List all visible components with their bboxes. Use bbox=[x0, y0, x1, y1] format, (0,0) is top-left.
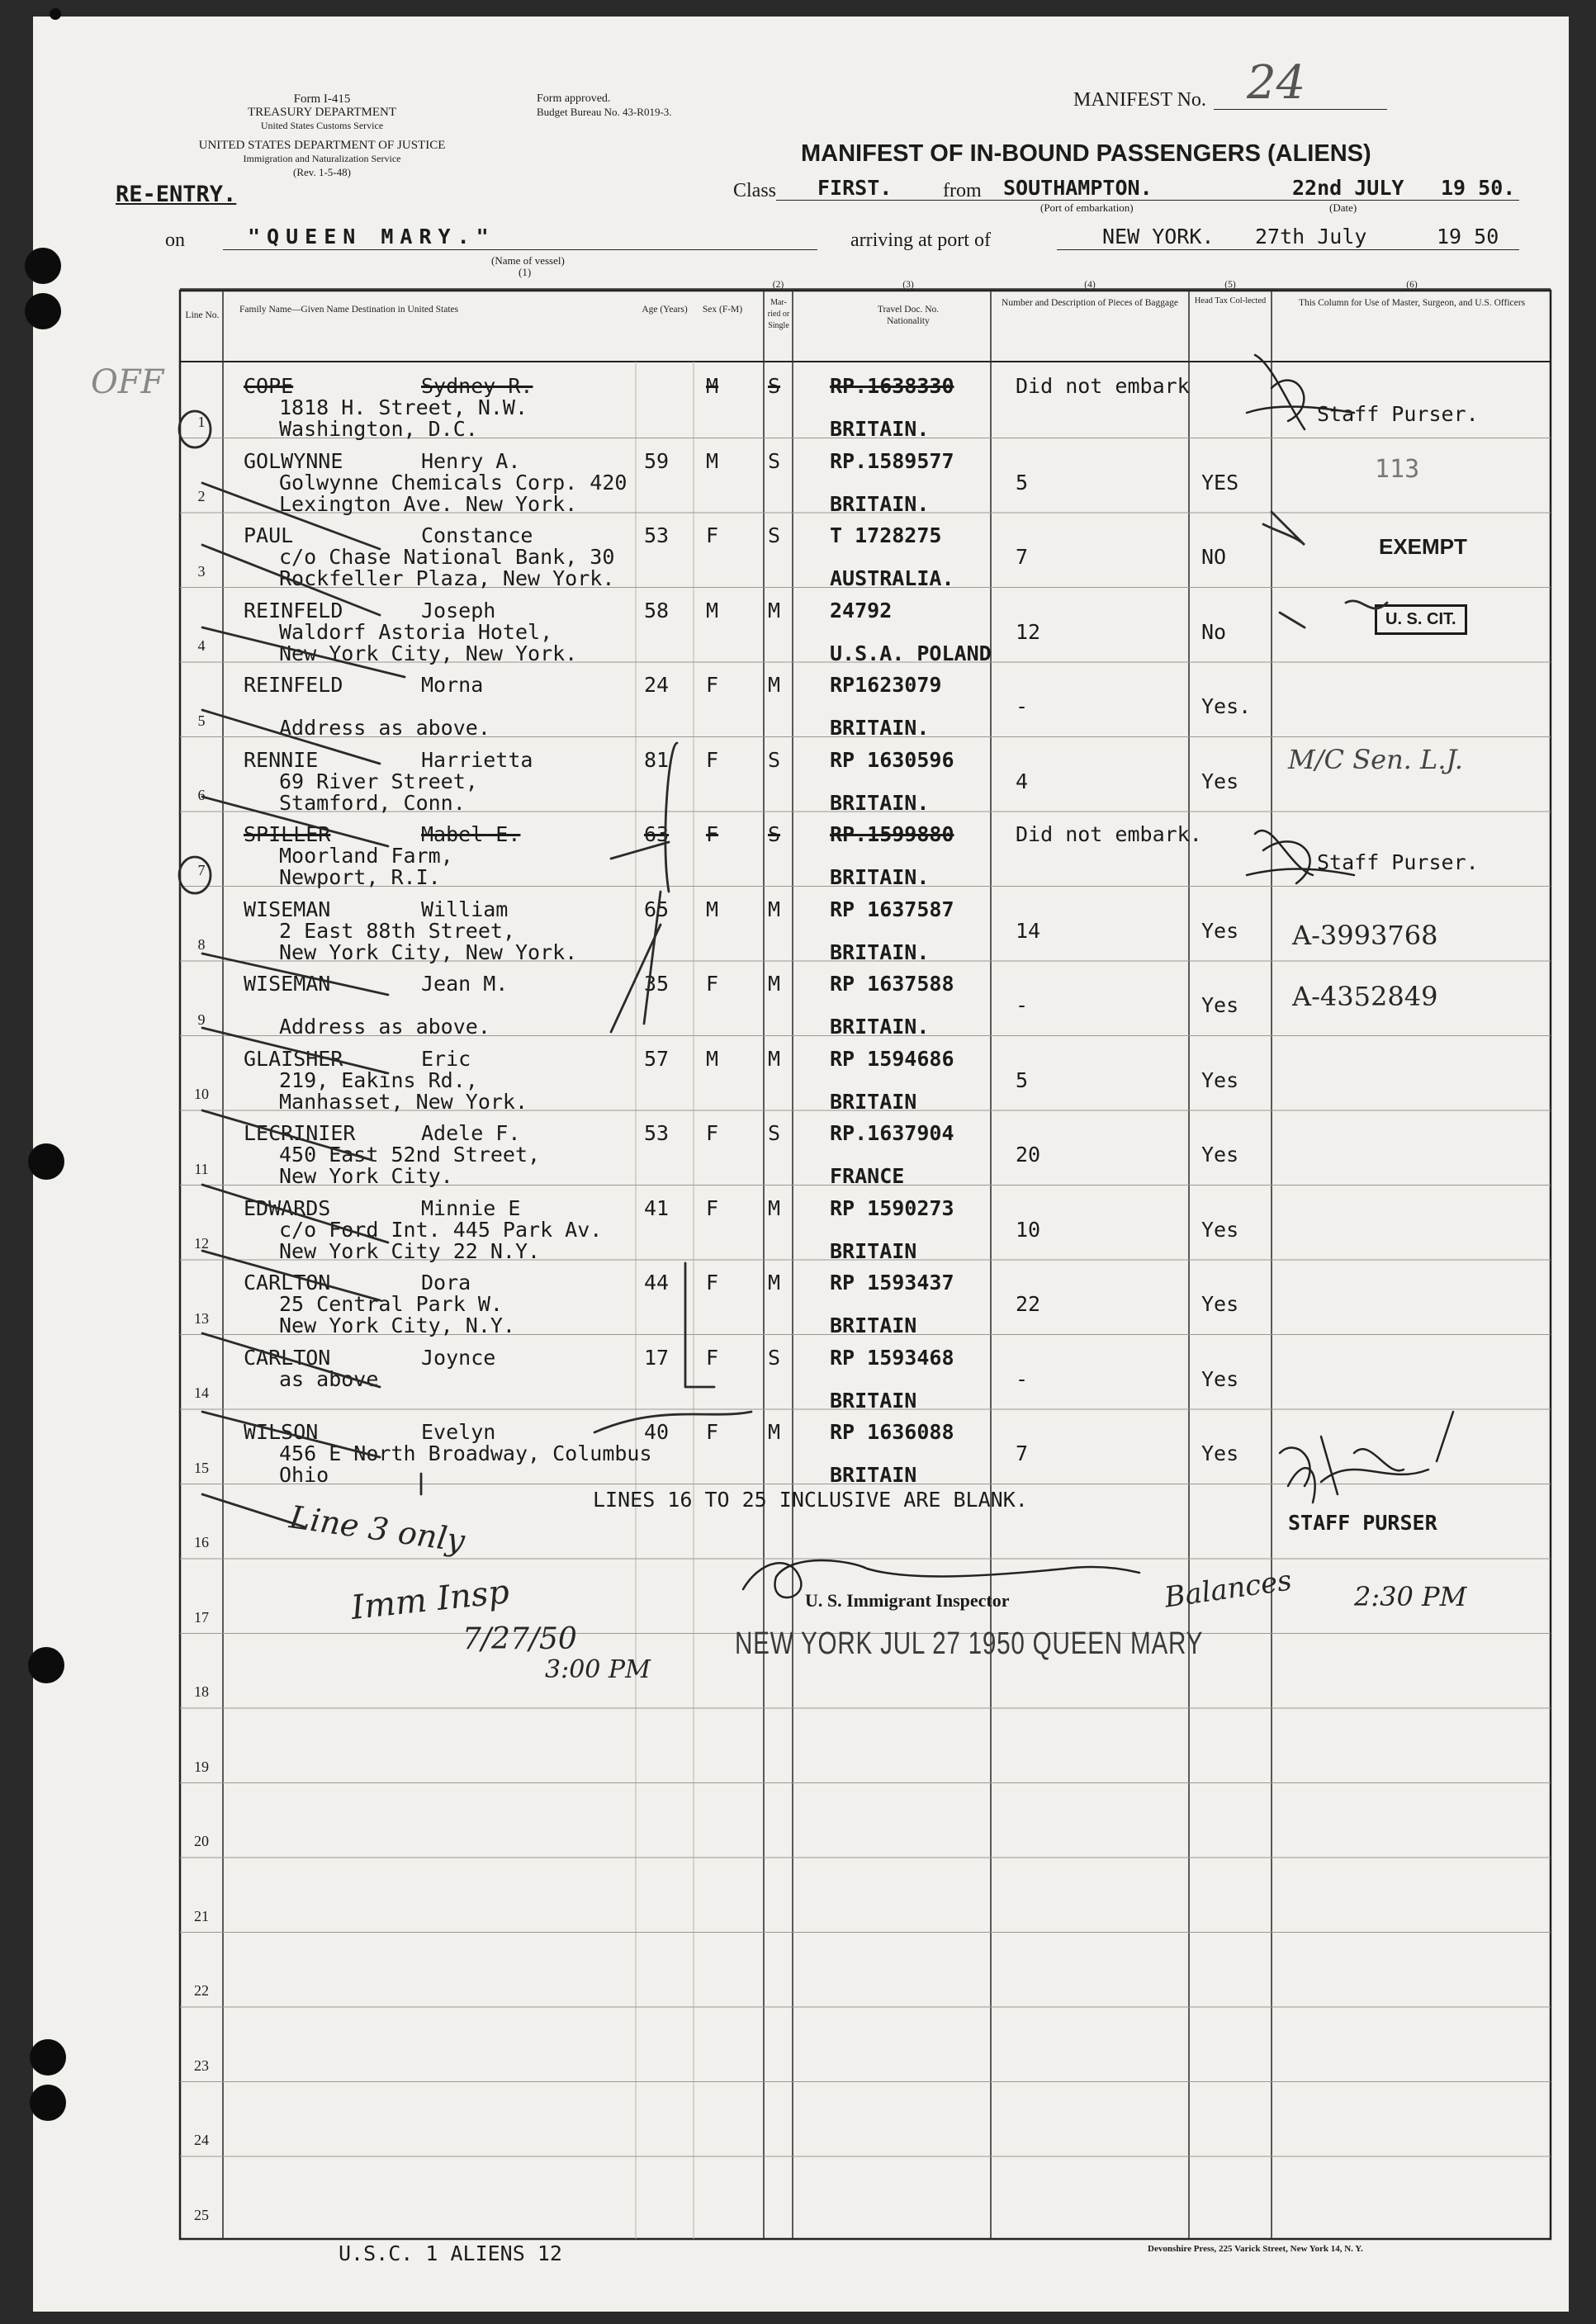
age-value: 35 bbox=[644, 972, 670, 996]
address-line-2: Manhasset, New York. bbox=[279, 1089, 528, 1114]
line-number: 15 bbox=[194, 1459, 209, 1476]
line-number: 21 bbox=[194, 1907, 209, 1924]
sex-value: F bbox=[706, 1420, 719, 1444]
handwritten-date: 7/27/50 bbox=[462, 1622, 577, 1656]
family-name: SPILLER bbox=[244, 822, 331, 846]
col-number-3: (3) bbox=[902, 280, 914, 290]
address-line-2: New York City, New York. bbox=[279, 641, 578, 665]
given-name: Constance bbox=[421, 523, 533, 547]
nationality: BRITAIN bbox=[830, 1313, 917, 1337]
treasury-dept: TREASURY DEPARTMENT bbox=[247, 106, 397, 119]
given-name: Minnie E bbox=[421, 1195, 521, 1220]
line-number: 14 bbox=[194, 1384, 209, 1401]
address-line-1: 2 East 88th Street, bbox=[279, 918, 515, 943]
signatures-and-marks bbox=[33, 17, 1569, 2312]
line-number: 24 bbox=[194, 2132, 209, 2148]
blank-lines-note: LINES 16 TO 25 INCLUSIVE ARE BLANK. bbox=[593, 1488, 1028, 1512]
address-line-1: 456 E North Broadway, Columbus bbox=[279, 1441, 652, 1465]
age-value: 81 bbox=[644, 747, 670, 772]
nationality: BRITAIN. bbox=[830, 491, 930, 516]
address-line-2: Rockfeller Plaza, New York. bbox=[279, 566, 615, 590]
travel-doc-number: RP1623079 bbox=[830, 673, 942, 697]
age-value: 53 bbox=[644, 1121, 670, 1145]
vessel-caption: (Name of vessel) bbox=[491, 254, 565, 267]
head-tax-value: Yes bbox=[1201, 769, 1239, 793]
married-single-value: M bbox=[768, 1271, 781, 1295]
travel-doc-number: RP 1630596 bbox=[830, 747, 954, 772]
officer-remark: Staff Purser. bbox=[1317, 850, 1479, 874]
head-tax-value: Yes bbox=[1201, 1217, 1239, 1242]
vessel-col-number: (1) bbox=[519, 266, 532, 278]
address-line-2: Address as above. bbox=[279, 716, 490, 740]
nationality: BRITAIN. bbox=[830, 865, 930, 889]
baggage-value: 20 bbox=[1016, 1143, 1041, 1167]
travel-doc-number: RP.1589577 bbox=[830, 448, 954, 473]
nationality: AUSTRALIA. bbox=[830, 566, 954, 590]
ins-service: Immigration and Naturalization Service bbox=[243, 153, 401, 164]
class-value: FIRST. bbox=[817, 176, 893, 200]
col-age: Age (Years) bbox=[642, 305, 688, 315]
family-name: WILSON bbox=[244, 1420, 319, 1444]
given-name: William bbox=[421, 897, 509, 921]
manifest-title: MANIFEST OF IN-BOUND PASSENGERS (ALIENS) bbox=[801, 140, 1371, 167]
head-tax-value: Yes bbox=[1201, 1441, 1239, 1465]
address-line-2: Newport, R.I. bbox=[279, 865, 441, 889]
handwritten-off: OFF bbox=[91, 363, 164, 401]
address-line-2: New York City. bbox=[279, 1164, 453, 1188]
col-sex: Sex (F-M) bbox=[702, 305, 743, 315]
class-label: Class bbox=[733, 180, 777, 201]
married-single-value: S bbox=[768, 822, 781, 846]
officer-remark: A-4352849 bbox=[1292, 981, 1438, 1012]
nationality: BRITAIN bbox=[830, 1089, 917, 1114]
travel-doc-number: RP 1594686 bbox=[830, 1046, 954, 1071]
sex-value: F bbox=[706, 1121, 719, 1145]
revision: (Rev. 1-5-48) bbox=[293, 166, 351, 178]
officer-remark: M/C Sen. L.J. bbox=[1288, 743, 1463, 775]
sex-value: F bbox=[706, 673, 719, 697]
age-value: 59 bbox=[644, 448, 670, 473]
travel-doc-number: RP 1590273 bbox=[830, 1195, 954, 1220]
arriving-label: arriving at port of bbox=[850, 230, 991, 251]
handwritten-time-2: 2:30 PM bbox=[1354, 1581, 1467, 1612]
travel-doc-number: RP 1636088 bbox=[830, 1420, 954, 1444]
travel-doc-number: 24792 bbox=[830, 598, 893, 622]
family-name: GLAISHER bbox=[244, 1046, 343, 1071]
age-value: 58 bbox=[644, 598, 670, 622]
sex-value: M bbox=[706, 1046, 719, 1071]
us-citizen-stamp: U. S. CIT. bbox=[1375, 604, 1467, 635]
manifest-page bbox=[33, 17, 1569, 2312]
address-line-1: 1818 H. Street, N.W. bbox=[279, 395, 528, 419]
head-tax-value: NO bbox=[1201, 545, 1227, 569]
address-line-1: Waldorf Astoria Hotel, bbox=[279, 619, 553, 644]
form-approved: Form approved. bbox=[537, 92, 611, 105]
handwritten-imm-insp: Imm Insp bbox=[349, 1573, 511, 1627]
address-line-2: New York City, New York. bbox=[279, 940, 578, 964]
head-tax-value: Yes bbox=[1201, 993, 1239, 1017]
budget-bureau: Budget Bureau No. 43-R019-3. bbox=[537, 106, 672, 118]
baggage-value: Did not embark bbox=[1016, 374, 1190, 398]
baggage-value: - bbox=[1016, 694, 1029, 718]
given-name: Mabel E. bbox=[421, 822, 521, 846]
staff-purser-label: STAFF PURSER bbox=[1288, 1511, 1437, 1535]
baggage-value: 4 bbox=[1016, 769, 1029, 793]
travel-doc-number: RP 1637588 bbox=[830, 972, 954, 996]
address-line-2: Address as above. bbox=[279, 1015, 490, 1039]
given-name: Evelyn bbox=[421, 1420, 496, 1444]
baggage-value: 10 bbox=[1016, 1217, 1041, 1242]
address-line-1: 69 River Street, bbox=[279, 769, 478, 793]
family-name: EDWARDS bbox=[244, 1195, 331, 1220]
given-name: Adele F. bbox=[421, 1121, 521, 1145]
nationality: BRITAIN bbox=[830, 1238, 917, 1263]
baggage-value: 5 bbox=[1016, 470, 1029, 495]
arrival-year: 19 50 bbox=[1437, 225, 1499, 248]
from-label: from bbox=[943, 180, 982, 201]
officer-remark: EXEMPT bbox=[1379, 534, 1467, 559]
line-number: 20 bbox=[194, 1833, 209, 1849]
address-line-1: 25 Central Park W. bbox=[279, 1292, 503, 1316]
handwritten-balances: Balances bbox=[1162, 1564, 1294, 1615]
married-single-value: S bbox=[768, 448, 781, 473]
col-married: Mar-ried or Single bbox=[767, 298, 790, 330]
baggage-value: 22 bbox=[1016, 1292, 1041, 1316]
married-single-value: S bbox=[768, 523, 781, 547]
family-name: CARLTON bbox=[244, 1345, 331, 1370]
manifest-no: 24 bbox=[1247, 56, 1306, 110]
customs-service: United States Customs Service bbox=[260, 120, 384, 131]
arrival-date: 27th July bbox=[1255, 225, 1367, 248]
head-tax-value: No bbox=[1201, 619, 1227, 644]
line-number: 3 bbox=[197, 562, 206, 580]
address-line-2: Lexington Ave. New York. bbox=[279, 491, 578, 516]
line-number: 1 bbox=[197, 413, 206, 430]
age-value: 41 bbox=[644, 1195, 670, 1220]
sex-value: F bbox=[706, 747, 719, 772]
given-name: Eric bbox=[421, 1046, 471, 1071]
travel-doc-number: RP.1637904 bbox=[830, 1121, 954, 1145]
nationality: BRITAIN. bbox=[830, 790, 930, 815]
family-name: RENNIE bbox=[244, 747, 319, 772]
baggage-value: 7 bbox=[1016, 1441, 1029, 1465]
address-line-1: c/o Chase National Bank, 30 bbox=[279, 545, 615, 569]
date-value: 22nd JULY bbox=[1292, 176, 1404, 200]
col-travel-doc: Travel Doc. No. Nationality bbox=[877, 305, 940, 326]
baggage-value: 7 bbox=[1016, 545, 1029, 569]
port-caption: (Port of embarkation) bbox=[1040, 201, 1134, 214]
nationality: BRITAIN. bbox=[830, 1015, 930, 1039]
arrival-stamp: NEW YORK JUL 27 1950 QUEEN MARY bbox=[735, 1626, 1204, 1661]
col-number-4: (4) bbox=[1084, 280, 1096, 290]
address-line-2: Washington, D.C. bbox=[279, 417, 478, 441]
married-single-value: M bbox=[768, 598, 781, 622]
married-single-value: S bbox=[768, 747, 781, 772]
line-number: 10 bbox=[194, 1086, 209, 1102]
vessel-name: "QUEEN MARY." bbox=[248, 225, 495, 248]
line-number: 22 bbox=[194, 1982, 209, 1999]
age-value: 24 bbox=[644, 673, 670, 697]
family-name: PAUL bbox=[244, 523, 294, 547]
line-number: 6 bbox=[197, 787, 206, 803]
married-single-value: M bbox=[768, 1046, 781, 1071]
head-tax-value: Yes. bbox=[1201, 694, 1252, 718]
sex-value: F bbox=[706, 972, 719, 996]
footer-printer: Devonshire Press, 225 Varick Street, New York 14, N. Y. bbox=[1148, 2244, 1363, 2254]
handwritten-line3: Line 3 only bbox=[287, 1498, 467, 1560]
nationality: BRITAIN bbox=[830, 1388, 917, 1413]
travel-doc-number: RP.1638330 bbox=[830, 374, 954, 398]
sex-value: F bbox=[706, 1345, 719, 1370]
travel-doc-number: T 1728275 bbox=[830, 523, 942, 547]
family-name: WISEMAN bbox=[244, 897, 331, 921]
col-number-6: (6) bbox=[1406, 280, 1418, 290]
line-number: 18 bbox=[194, 1683, 209, 1700]
age-value: 40 bbox=[644, 1420, 670, 1444]
line-number: 17 bbox=[194, 1608, 209, 1626]
address-line-1: Moorland Farm, bbox=[279, 844, 453, 868]
age-value: 63 bbox=[644, 822, 670, 846]
justice-dept: UNITED STATES DEPARTMENT OF JUSTICE bbox=[198, 139, 446, 152]
address-line-1: 450 East 52nd Street, bbox=[279, 1143, 541, 1167]
line-number: 12 bbox=[194, 1235, 209, 1252]
married-single-value: M bbox=[768, 972, 781, 996]
head-tax-value: Yes bbox=[1201, 1143, 1239, 1167]
baggage-value: - bbox=[1016, 1366, 1029, 1391]
sex-value: M bbox=[706, 448, 719, 473]
sex-value: F bbox=[706, 1195, 719, 1220]
given-name: Morna bbox=[421, 673, 484, 697]
col-baggage: Number and Description of Pieces of Baggage bbox=[1002, 298, 1178, 308]
baggage-value: 5 bbox=[1016, 1067, 1029, 1092]
form-number: Form I-415 bbox=[293, 92, 351, 106]
nationality: BRITAIN. bbox=[830, 417, 930, 441]
baggage-value: 12 bbox=[1016, 619, 1041, 644]
line-number: 7 bbox=[197, 861, 206, 878]
col-number-5: (5) bbox=[1224, 280, 1236, 290]
head-tax-value: Yes bbox=[1201, 1366, 1239, 1391]
col-head-tax: Head Tax Col-lected bbox=[1194, 296, 1267, 305]
head-tax-value: Yes bbox=[1201, 1292, 1239, 1316]
line-number: 9 bbox=[197, 1011, 206, 1028]
reentry-label: RE-ENTRY. bbox=[116, 182, 237, 207]
col-line-no: Line No. bbox=[185, 310, 220, 320]
given-name: Jean M. bbox=[421, 972, 509, 996]
col-name: Family Name—Given Name Destination in United States bbox=[239, 305, 459, 315]
line-number: 5 bbox=[197, 712, 206, 729]
travel-doc-number: RP 1593468 bbox=[830, 1345, 954, 1370]
line-number: 8 bbox=[197, 936, 206, 953]
line-number: 25 bbox=[194, 2206, 209, 2223]
married-single-value: S bbox=[768, 1345, 781, 1370]
sex-value: F bbox=[706, 523, 719, 547]
nationality: U.S.A. POLAND bbox=[830, 641, 992, 665]
given-name: Joynce bbox=[421, 1345, 496, 1370]
married-single-value: M bbox=[768, 1420, 781, 1444]
married-single-value: M bbox=[768, 673, 781, 697]
age-value: 57 bbox=[644, 1046, 670, 1071]
head-tax-value: Yes bbox=[1201, 918, 1239, 943]
given-name: Dora bbox=[421, 1271, 471, 1295]
married-single-value: M bbox=[768, 1195, 781, 1220]
handwritten-time-1: 3:00 PM bbox=[545, 1655, 651, 1684]
sex-value: M bbox=[706, 374, 719, 398]
married-single-value: S bbox=[768, 374, 781, 398]
family-name: CARLTON bbox=[244, 1271, 331, 1295]
line-number: 11 bbox=[194, 1160, 209, 1177]
address-line-1: c/o Ford Int. 445 Park Av. bbox=[279, 1217, 603, 1242]
address-line-1: 219, Eakins Rd., bbox=[279, 1067, 478, 1092]
officer-remark: A-3993768 bbox=[1292, 919, 1438, 951]
address-line-1: as above bbox=[279, 1366, 379, 1391]
head-tax-value: YES bbox=[1201, 470, 1239, 495]
col-officers: This Column for Use of Master, Surgeon, and U.S. Officers bbox=[1298, 298, 1526, 308]
date-year: 19 50. bbox=[1441, 176, 1516, 200]
sex-value: M bbox=[706, 897, 719, 921]
inspector-label: U. S. Immigrant Inspector bbox=[805, 1590, 1010, 1611]
nationality: BRITAIN bbox=[830, 1463, 917, 1487]
line-number: 23 bbox=[194, 2057, 209, 2074]
travel-doc-number: RP 1593437 bbox=[830, 1271, 954, 1295]
family-name: WISEMAN bbox=[244, 972, 331, 996]
address-line-2: Ohio bbox=[279, 1463, 329, 1487]
married-single-value: S bbox=[768, 1121, 781, 1145]
manifest-no-label: MANIFEST No. bbox=[1073, 89, 1206, 111]
family-name: LECRINIER bbox=[244, 1121, 356, 1145]
line-number: 2 bbox=[197, 488, 206, 504]
nationality: FRANCE bbox=[830, 1164, 905, 1188]
age-value: 65 bbox=[644, 897, 670, 921]
family-name: COPE bbox=[244, 374, 294, 398]
address-line-1: Golwynne Chemicals Corp. 420 bbox=[279, 470, 628, 495]
age-value: 17 bbox=[644, 1345, 670, 1370]
line-number: 19 bbox=[194, 1758, 209, 1775]
travel-doc-number: RP 1637587 bbox=[830, 897, 954, 921]
family-name: GOLWYNNE bbox=[244, 448, 343, 473]
travel-doc-number: RP.1599880 bbox=[830, 822, 954, 846]
given-name: Harrietta bbox=[421, 747, 533, 772]
nationality: BRITAIN. bbox=[830, 716, 930, 740]
baggage-value: Did not embark. bbox=[1016, 822, 1202, 846]
line-number: 13 bbox=[194, 1309, 209, 1327]
col-number-2: (2) bbox=[772, 280, 784, 290]
sex-value: F bbox=[706, 822, 719, 846]
family-name: REINFELD bbox=[244, 598, 343, 622]
age-value: 44 bbox=[644, 1271, 670, 1295]
officer-remark: Staff Purser. bbox=[1317, 402, 1479, 426]
sex-value: F bbox=[706, 1271, 719, 1295]
footer-totals: U.S.C. 1 ALIENS 12 bbox=[339, 2241, 562, 2265]
arrival-port: NEW YORK. bbox=[1102, 225, 1215, 248]
date-caption: (Date) bbox=[1329, 201, 1357, 214]
line-number: 16 bbox=[194, 1534, 209, 1550]
address-line-2: New York City, N.Y. bbox=[279, 1313, 515, 1337]
head-tax-value: Yes bbox=[1201, 1067, 1239, 1092]
given-name: Joseph bbox=[421, 598, 496, 622]
married-single-value: M bbox=[768, 897, 781, 921]
address-line-2: Stamford, Conn. bbox=[279, 790, 466, 815]
from-value: SOUTHAMPTON. bbox=[1003, 176, 1153, 200]
family-name: REINFELD bbox=[244, 673, 343, 697]
given-name: Sydney R. bbox=[421, 374, 533, 398]
line-number: 4 bbox=[197, 637, 206, 654]
sex-value: M bbox=[706, 598, 719, 622]
baggage-value: - bbox=[1016, 993, 1029, 1017]
nationality: BRITAIN. bbox=[830, 940, 930, 964]
on-label: on bbox=[165, 230, 185, 251]
age-value: 53 bbox=[644, 523, 670, 547]
given-name: Henry A. bbox=[421, 448, 521, 473]
officer-remark: 113 bbox=[1375, 454, 1420, 484]
address-line-2: New York City 22 N.Y. bbox=[279, 1238, 541, 1263]
baggage-value: 14 bbox=[1016, 918, 1041, 943]
